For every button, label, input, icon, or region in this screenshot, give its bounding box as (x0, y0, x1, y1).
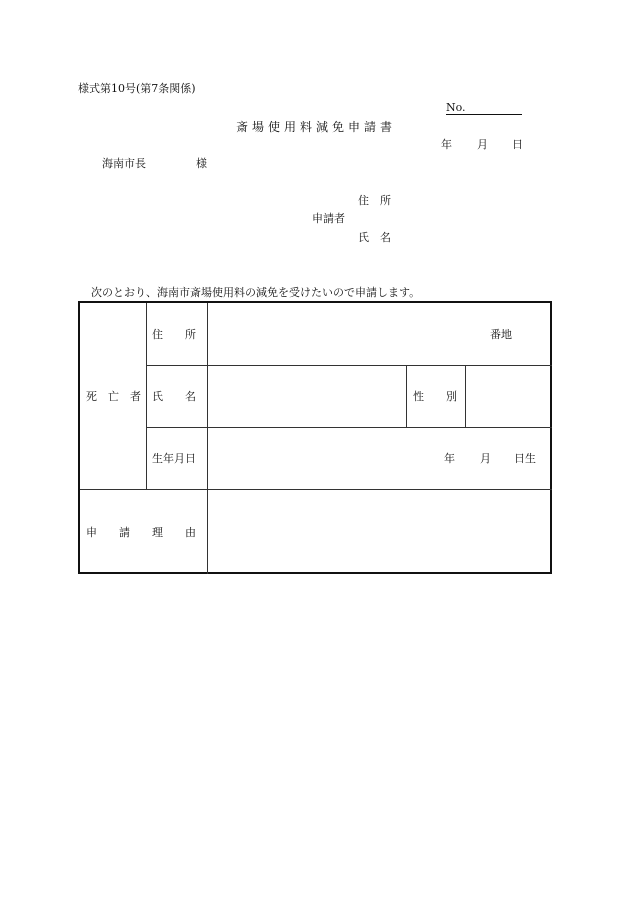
banchi-label: 番地 (490, 328, 512, 341)
gender-label: 性 別 (413, 390, 457, 403)
applicant-label: 申請者 (312, 212, 345, 225)
date-year-label: 年 (441, 138, 452, 151)
application-table (78, 301, 552, 574)
reason-label: 申 請 理 由 (86, 526, 196, 539)
document-title: 斎場使用料減免申請書 (236, 120, 397, 134)
applicant-name-label: 氏 名 (358, 231, 391, 244)
gender-field[interactable] (466, 366, 552, 427)
reason-field[interactable] (208, 490, 552, 574)
birth-day-label: 日生 (514, 452, 536, 465)
deceased-label: 死 亡 者 (86, 390, 141, 403)
intro-text: 次のとおり、海南市斎場使用料の減免を受けたいので申請します。 (91, 286, 421, 299)
applicant-address-label: 住 所 (358, 194, 391, 207)
form-number: 様式第10号(第7条関係) (78, 82, 196, 95)
date-day-label: 日 (512, 138, 523, 151)
col-divider (406, 365, 407, 427)
addressee: 海南市長 (102, 157, 146, 170)
honorific: 様 (196, 157, 207, 170)
birthdate-label: 生年月日 (152, 452, 196, 465)
no-label: No. (446, 101, 466, 114)
date-month-label: 月 (477, 138, 488, 151)
birth-year-label: 年 (444, 452, 455, 465)
deceased-name-field[interactable] (208, 366, 406, 427)
birthdate-field[interactable] (208, 428, 552, 489)
birth-month-label: 月 (480, 452, 491, 465)
deceased-name-label: 氏 名 (152, 390, 196, 403)
col-divider (146, 303, 147, 489)
number-field[interactable] (446, 102, 522, 115)
deceased-address-field[interactable] (208, 303, 552, 365)
deceased-address-label: 住 所 (152, 328, 196, 341)
